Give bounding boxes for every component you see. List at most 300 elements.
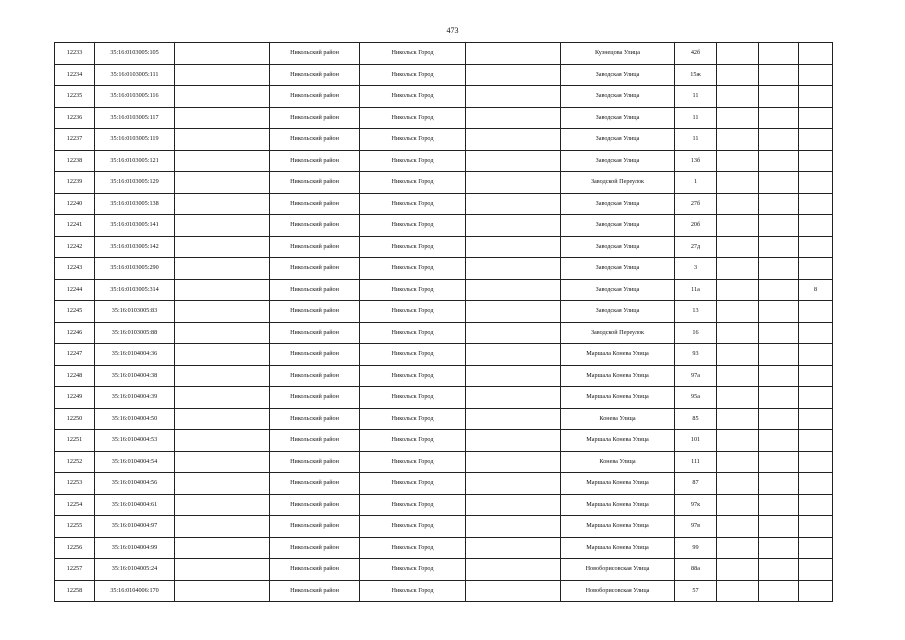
extra-value-cell — [799, 129, 833, 151]
empty-cell — [175, 473, 270, 495]
table-row — [55, 64, 833, 86]
row-number-cell: 12243 — [55, 258, 95, 280]
district-cell: Никольский район — [270, 236, 360, 258]
table-row — [55, 516, 833, 538]
empty-cell — [759, 301, 799, 323]
empty-cell — [759, 215, 799, 237]
empty-cell — [717, 494, 759, 516]
extra-value-cell — [799, 322, 833, 344]
empty-cell — [759, 129, 799, 151]
empty-cell — [175, 516, 270, 538]
house-number-cell: 95а — [675, 387, 717, 409]
street-cell: Конева Улица — [561, 408, 675, 430]
city-cell: Никольск Город — [360, 236, 466, 258]
house-number-cell: 87 — [675, 473, 717, 495]
row-number-cell: 12233 — [55, 43, 95, 65]
empty-cell — [175, 430, 270, 452]
table-row — [55, 172, 833, 194]
table-row — [55, 580, 833, 602]
empty-cell — [759, 473, 799, 495]
empty-cell — [466, 172, 561, 194]
extra-value-cell — [799, 559, 833, 581]
empty-cell — [717, 322, 759, 344]
cadastral-number-cell: 35:16:0104006:170 — [95, 580, 175, 602]
house-number-cell: 11 — [675, 129, 717, 151]
cadastral-number-cell: 35:16:0104004:38 — [95, 365, 175, 387]
empty-cell — [759, 322, 799, 344]
extra-value-cell — [799, 64, 833, 86]
city-cell: Никольск Город — [360, 516, 466, 538]
cadastral-number-cell: 35:16:0104004:39 — [95, 387, 175, 409]
cadastral-number-cell: 35:16:0104004:53 — [95, 430, 175, 452]
cadastral-number-cell: 35:16:0103005:116 — [95, 86, 175, 108]
empty-cell — [175, 344, 270, 366]
table-row — [55, 430, 833, 452]
district-cell: Никольский район — [270, 408, 360, 430]
empty-cell — [717, 387, 759, 409]
table-row — [55, 494, 833, 516]
house-number-cell: 101 — [675, 430, 717, 452]
district-cell: Никольский район — [270, 344, 360, 366]
cadastral-number-cell: 35:16:0103005:105 — [95, 43, 175, 65]
empty-cell — [717, 430, 759, 452]
extra-value-cell — [799, 258, 833, 280]
cadastral-number-cell: 35:16:0104004:36 — [95, 344, 175, 366]
table-row — [55, 322, 833, 344]
house-number-cell: 97к — [675, 494, 717, 516]
empty-cell — [466, 430, 561, 452]
street-cell: Заводской Переулок — [561, 172, 675, 194]
house-number-cell: 1 — [675, 172, 717, 194]
cadastral-number-cell: 35:16:0104004:54 — [95, 451, 175, 473]
street-cell: Маршала Конева Улица — [561, 473, 675, 495]
empty-cell — [717, 408, 759, 430]
row-number-cell: 12235 — [55, 86, 95, 108]
house-number-cell: 111 — [675, 451, 717, 473]
empty-cell — [175, 107, 270, 129]
empty-cell — [175, 494, 270, 516]
district-cell: Никольский район — [270, 150, 360, 172]
empty-cell — [759, 387, 799, 409]
city-cell: Никольск Город — [360, 580, 466, 602]
district-cell: Никольский район — [270, 279, 360, 301]
city-cell: Никольск Город — [360, 408, 466, 430]
empty-cell — [175, 172, 270, 194]
house-number-cell: 11 — [675, 107, 717, 129]
empty-cell — [466, 64, 561, 86]
table-row — [55, 236, 833, 258]
row-number-cell: 12241 — [55, 215, 95, 237]
city-cell: Никольск Город — [360, 494, 466, 516]
row-number-cell: 12252 — [55, 451, 95, 473]
empty-cell — [175, 86, 270, 108]
empty-cell — [759, 451, 799, 473]
empty-cell — [717, 258, 759, 280]
cadastral-number-cell: 35:16:0104004:99 — [95, 537, 175, 559]
empty-cell — [175, 408, 270, 430]
row-number-cell: 12250 — [55, 408, 95, 430]
empty-cell — [717, 344, 759, 366]
city-cell: Никольск Город — [360, 451, 466, 473]
extra-value-cell — [799, 43, 833, 65]
street-cell: Маршала Конева Улица — [561, 344, 675, 366]
row-number-cell: 12247 — [55, 344, 95, 366]
street-cell: Маршала Конева Улица — [561, 365, 675, 387]
empty-cell — [466, 150, 561, 172]
street-cell: Заводская Улица — [561, 236, 675, 258]
empty-cell — [717, 301, 759, 323]
street-cell: Конева Улица — [561, 451, 675, 473]
empty-cell — [466, 215, 561, 237]
street-cell: Заводская Улица — [561, 129, 675, 151]
empty-cell — [466, 408, 561, 430]
empty-cell — [175, 322, 270, 344]
district-cell: Никольский район — [270, 537, 360, 559]
street-cell: Новоборисовская Улица — [561, 559, 675, 581]
street-cell: Маршала Конева Улица — [561, 516, 675, 538]
cadastral-number-cell: 35:16:0104004:97 — [95, 516, 175, 538]
city-cell: Никольск Город — [360, 86, 466, 108]
extra-value-cell — [799, 215, 833, 237]
registry-table-body — [55, 43, 833, 602]
empty-cell — [717, 279, 759, 301]
row-number-cell: 12249 — [55, 387, 95, 409]
street-cell: Заводская Улица — [561, 150, 675, 172]
cadastral-number-cell: 35:16:0103005:119 — [95, 129, 175, 151]
city-cell: Никольск Город — [360, 129, 466, 151]
empty-cell — [175, 387, 270, 409]
street-cell: Маршала Конева Улица — [561, 537, 675, 559]
row-number-cell: 12238 — [55, 150, 95, 172]
row-number-cell: 12239 — [55, 172, 95, 194]
house-number-cell: 27д — [675, 236, 717, 258]
street-cell: Заводская Улица — [561, 301, 675, 323]
district-cell: Никольский район — [270, 322, 360, 344]
row-number-cell: 12245 — [55, 301, 95, 323]
district-cell: Никольский район — [270, 580, 360, 602]
empty-cell — [717, 64, 759, 86]
row-number-cell: 12253 — [55, 473, 95, 495]
district-cell: Никольский район — [270, 387, 360, 409]
empty-cell — [759, 365, 799, 387]
district-cell: Никольский район — [270, 172, 360, 194]
extra-value-cell — [799, 387, 833, 409]
empty-cell — [466, 580, 561, 602]
house-number-cell: 93 — [675, 344, 717, 366]
extra-value-cell — [799, 193, 833, 215]
house-number-cell: 13 — [675, 301, 717, 323]
empty-cell — [175, 236, 270, 258]
cadastral-number-cell: 35:16:0103005:129 — [95, 172, 175, 194]
empty-cell — [466, 43, 561, 65]
district-cell: Никольский район — [270, 64, 360, 86]
extra-value-cell — [799, 473, 833, 495]
empty-cell — [759, 516, 799, 538]
extra-value-cell — [799, 408, 833, 430]
page-number: 473 — [446, 26, 459, 35]
extra-value-cell — [799, 86, 833, 108]
empty-cell — [759, 344, 799, 366]
empty-cell — [759, 107, 799, 129]
empty-cell — [466, 107, 561, 129]
extra-value-cell — [799, 107, 833, 129]
empty-cell — [759, 64, 799, 86]
house-number-cell: 97а — [675, 365, 717, 387]
house-number-cell: 11 — [675, 86, 717, 108]
empty-cell — [175, 365, 270, 387]
empty-cell — [759, 86, 799, 108]
empty-cell — [759, 43, 799, 65]
house-number-cell: 11а — [675, 279, 717, 301]
extra-value-cell — [799, 494, 833, 516]
empty-cell — [466, 322, 561, 344]
row-number-cell: 12256 — [55, 537, 95, 559]
empty-cell — [175, 64, 270, 86]
street-cell: Заводская Улица — [561, 107, 675, 129]
district-cell: Никольский район — [270, 258, 360, 280]
house-number-cell: 27б — [675, 193, 717, 215]
table-row — [55, 43, 833, 65]
row-number-cell: 12248 — [55, 365, 95, 387]
empty-cell — [466, 473, 561, 495]
table-row — [55, 150, 833, 172]
house-number-cell: 42б — [675, 43, 717, 65]
cadastral-number-cell: 35:16:0103005:142 — [95, 236, 175, 258]
house-number-cell: 85 — [675, 408, 717, 430]
table-row — [55, 559, 833, 581]
empty-cell — [466, 365, 561, 387]
empty-cell — [759, 193, 799, 215]
empty-cell — [175, 43, 270, 65]
empty-cell — [759, 150, 799, 172]
district-cell: Никольский район — [270, 365, 360, 387]
empty-cell — [466, 387, 561, 409]
street-cell: Заводская Улица — [561, 258, 675, 280]
empty-cell — [175, 301, 270, 323]
city-cell: Никольск Город — [360, 279, 466, 301]
street-cell: Кузнецова Улица — [561, 43, 675, 65]
empty-cell — [759, 430, 799, 452]
registry-table — [54, 42, 833, 602]
row-number-cell: 12237 — [55, 129, 95, 151]
city-cell: Никольск Город — [360, 193, 466, 215]
empty-cell — [175, 580, 270, 602]
city-cell: Никольск Город — [360, 387, 466, 409]
empty-cell — [717, 193, 759, 215]
extra-value-cell — [799, 516, 833, 538]
house-number-cell: 88а — [675, 559, 717, 581]
city-cell: Никольск Город — [360, 43, 466, 65]
table-row — [55, 279, 833, 301]
street-cell: Заводская Улица — [561, 86, 675, 108]
street-cell: Заводская Улица — [561, 279, 675, 301]
row-number-cell: 12242 — [55, 236, 95, 258]
empty-cell — [466, 537, 561, 559]
street-cell: Заводская Улица — [561, 193, 675, 215]
district-cell: Никольский район — [270, 451, 360, 473]
house-number-cell: 13б — [675, 150, 717, 172]
house-number-cell: 16 — [675, 322, 717, 344]
empty-cell — [717, 537, 759, 559]
table-row — [55, 86, 833, 108]
empty-cell — [175, 537, 270, 559]
table-row — [55, 537, 833, 559]
street-cell: Маршала Конева Улица — [561, 494, 675, 516]
empty-cell — [466, 193, 561, 215]
row-number-cell: 12236 — [55, 107, 95, 129]
empty-cell — [717, 86, 759, 108]
cadastral-number-cell: 35:16:0104005:24 — [95, 559, 175, 581]
empty-cell — [759, 258, 799, 280]
district-cell: Никольский район — [270, 494, 360, 516]
district-cell: Никольский район — [270, 193, 360, 215]
empty-cell — [175, 279, 270, 301]
table-row — [55, 107, 833, 129]
empty-cell — [466, 279, 561, 301]
house-number-cell: 57 — [675, 580, 717, 602]
empty-cell — [759, 172, 799, 194]
row-number-cell: 12244 — [55, 279, 95, 301]
empty-cell — [717, 150, 759, 172]
empty-cell — [466, 516, 561, 538]
empty-cell — [175, 451, 270, 473]
cadastral-number-cell: 35:16:0103005:117 — [95, 107, 175, 129]
district-cell: Никольский район — [270, 516, 360, 538]
empty-cell — [466, 258, 561, 280]
row-number-cell: 12257 — [55, 559, 95, 581]
city-cell: Никольск Город — [360, 559, 466, 581]
empty-cell — [466, 344, 561, 366]
city-cell: Никольск Город — [360, 150, 466, 172]
table-row — [55, 258, 833, 280]
row-number-cell: 12254 — [55, 494, 95, 516]
empty-cell — [466, 236, 561, 258]
cadastral-number-cell: 35:16:0104004:61 — [95, 494, 175, 516]
city-cell: Никольск Город — [360, 64, 466, 86]
district-cell: Никольский район — [270, 86, 360, 108]
empty-cell — [175, 215, 270, 237]
table-row — [55, 129, 833, 151]
empty-cell — [717, 516, 759, 538]
cadastral-number-cell: 35:16:0103005:121 — [95, 150, 175, 172]
table-row — [55, 215, 833, 237]
district-cell: Никольский район — [270, 43, 360, 65]
city-cell: Никольск Город — [360, 430, 466, 452]
row-number-cell: 12234 — [55, 64, 95, 86]
cadastral-number-cell: 35:16:0104004:50 — [95, 408, 175, 430]
empty-cell — [717, 473, 759, 495]
empty-cell — [175, 129, 270, 151]
house-number-cell: 97в — [675, 516, 717, 538]
district-cell: Никольский район — [270, 430, 360, 452]
city-cell: Никольск Город — [360, 107, 466, 129]
empty-cell — [717, 451, 759, 473]
extra-value-cell — [799, 537, 833, 559]
empty-cell — [759, 408, 799, 430]
street-cell: Заводская Улица — [561, 215, 675, 237]
district-cell: Никольский район — [270, 473, 360, 495]
empty-cell — [175, 150, 270, 172]
table-row — [55, 301, 833, 323]
street-cell: Маршала Конева Улица — [561, 387, 675, 409]
table-row — [55, 408, 833, 430]
cadastral-number-cell: 35:16:0103005:290 — [95, 258, 175, 280]
city-cell: Никольск Город — [360, 172, 466, 194]
empty-cell — [759, 494, 799, 516]
district-cell: Никольский район — [270, 107, 360, 129]
empty-cell — [759, 236, 799, 258]
cadastral-number-cell: 35:16:0103005:88 — [95, 322, 175, 344]
extra-value-cell — [799, 451, 833, 473]
table-row — [55, 387, 833, 409]
extra-value-cell — [799, 150, 833, 172]
table-row — [55, 473, 833, 495]
empty-cell — [717, 580, 759, 602]
empty-cell — [717, 236, 759, 258]
empty-cell — [717, 559, 759, 581]
cadastral-number-cell: 35:16:0103005:83 — [95, 301, 175, 323]
extra-value-cell — [799, 580, 833, 602]
city-cell: Никольск Город — [360, 537, 466, 559]
house-number-cell: 3 — [675, 258, 717, 280]
empty-cell — [717, 107, 759, 129]
district-cell: Никольский район — [270, 215, 360, 237]
table-row — [55, 365, 833, 387]
district-cell: Никольский район — [270, 129, 360, 151]
extra-value-cell — [799, 172, 833, 194]
empty-cell — [759, 279, 799, 301]
district-cell: Никольский район — [270, 301, 360, 323]
empty-cell — [717, 129, 759, 151]
house-number-cell: 99 — [675, 537, 717, 559]
street-cell: Заводская Улица — [561, 64, 675, 86]
cadastral-number-cell: 35:16:0103005:111 — [95, 64, 175, 86]
extra-value-cell — [799, 344, 833, 366]
empty-cell — [466, 451, 561, 473]
city-cell: Никольск Город — [360, 473, 466, 495]
table-row — [55, 451, 833, 473]
empty-cell — [717, 215, 759, 237]
empty-cell — [175, 258, 270, 280]
empty-cell — [466, 494, 561, 516]
empty-cell — [717, 43, 759, 65]
street-cell: Новоборисовская Улица — [561, 580, 675, 602]
row-number-cell: 12240 — [55, 193, 95, 215]
empty-cell — [759, 559, 799, 581]
extra-value-cell — [799, 301, 833, 323]
empty-cell — [466, 129, 561, 151]
empty-cell — [175, 193, 270, 215]
city-cell: Никольск Город — [360, 301, 466, 323]
row-number-cell: 12251 — [55, 430, 95, 452]
cadastral-number-cell: 35:16:0104004:56 — [95, 473, 175, 495]
extra-value-cell: 8 — [799, 279, 833, 301]
empty-cell — [466, 559, 561, 581]
row-number-cell: 12246 — [55, 322, 95, 344]
house-number-cell: 20б — [675, 215, 717, 237]
empty-cell — [759, 537, 799, 559]
city-cell: Никольск Город — [360, 365, 466, 387]
city-cell: Никольск Город — [360, 258, 466, 280]
row-number-cell: 12258 — [55, 580, 95, 602]
empty-cell — [717, 365, 759, 387]
cadastral-number-cell: 35:16:0103005:138 — [95, 193, 175, 215]
empty-cell — [466, 301, 561, 323]
empty-cell — [466, 86, 561, 108]
table-row — [55, 193, 833, 215]
city-cell: Никольск Город — [360, 344, 466, 366]
extra-value-cell — [799, 430, 833, 452]
